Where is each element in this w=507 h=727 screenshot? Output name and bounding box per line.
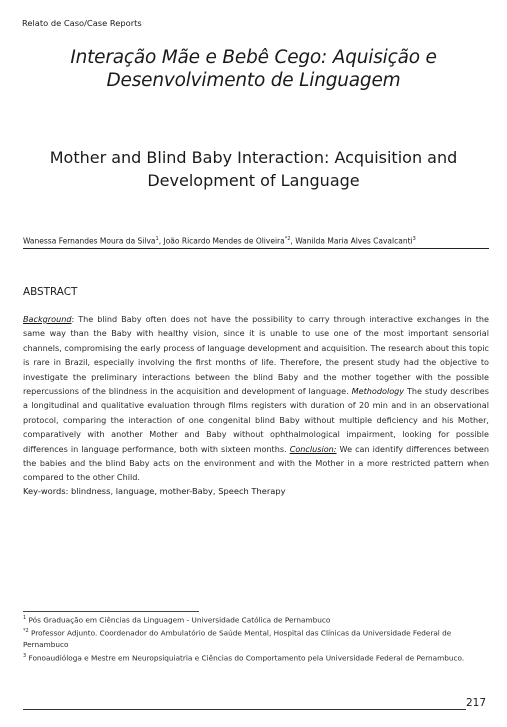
background-label: Background <box>23 314 72 324</box>
author-affiliation-mark: 3 <box>412 236 416 242</box>
title-english-line-2: Development of Language <box>147 171 360 190</box>
title-english <box>30 146 477 192</box>
title-portuguese <box>30 46 477 92</box>
author-divider <box>23 248 489 249</box>
conclusion-text: We can identify differences between the babies and the blind Baby acts on the environment and with the Mother in a more restricted pattern when compared to the other Child. <box>23 443 489 483</box>
author-affiliation-mark: 1 <box>155 236 159 242</box>
keywords-label: Key-words: <box>23 486 69 496</box>
title-english-line-1: Mother and Blind Baby Interaction: Acquisition and <box>49 148 458 167</box>
footnote <box>23 613 489 626</box>
footnote-text: Pós Graduação em Ciências da Linguagem - Universidade Católica de Pernambuco <box>26 615 331 625</box>
abstract-heading: ABSTRACT <box>23 286 78 298</box>
author-name: Wanessa Fernandes Moura da Silva <box>23 236 156 246</box>
methodology-text: The study describes a longitudinal and qualitative evaluation through films registers with duration of 20 min and in an observational protocol, comparing the interaction of one congenital blind Baby without multiple deficiency and his Mother, comparatively with another Mother and Baby without ophthalmological impairment, looking for possible differences in language performance, both with sixteen months. <box>23 386 489 454</box>
section-label: Relato de Caso/Case Reports <box>22 18 142 28</box>
author-list: Wanessa Fernandes Moura da Silva$^1$, João Ricardo Mendes de Oliveira$^{*2}$, Wanilda Maria Alves Cavalcanti$^3$ <box>23 236 416 246</box>
author-name: Wanilda Maria Alves Cavalcanti <box>295 236 413 246</box>
footnote-mark: 3 <box>23 652 27 659</box>
title-portuguese-line-2: Desenvolvimento de Linguagem <box>106 70 401 91</box>
footnote-text: Fonoaudióloga e Mestre em Neuropsiquiatria e Ciências do Comportamento pela Universidade Federal de Pernambuco. <box>26 653 465 663</box>
footnote <box>23 651 489 664</box>
author-affiliation-mark: *2 <box>284 236 291 242</box>
methodology-label: Methodology <box>351 386 405 397</box>
footnote-text: Professor Adjunto. Coordenador do Ambulatório de Saúde Mental, Hospital das Clínicas da Universidade Federal de Pernambuco <box>23 628 452 650</box>
footnote-mark: 1 <box>23 615 27 621</box>
title-portuguese-line-1: Interação Mãe e Bebê Cego: Aquisição e <box>70 47 437 68</box>
footnotes <box>23 613 489 664</box>
abstract-body <box>23 312 489 485</box>
author-name: João Ricardo Mendes de Oliveira <box>163 236 285 246</box>
footnote-divider <box>23 611 199 612</box>
background-text: : The blind Baby often does not have the possibility to carry through interactive exchanges in the same way than the Baby with healthy vision, since it is unable to use one of the most important sensorial channels, compromising the early process of language development and acquisition. The research about this topic is rare in Brazil, especially involving the first months of life. Therefore, the present study had the objective to investigate the preliminary interactions between the blind Baby and the mother together with the possible repercussions of the blindness in the acquisition and development of language. <box>23 314 489 397</box>
conclusion-label: Conclusion: <box>289 443 337 454</box>
page-footer-rule <box>23 709 466 710</box>
footnote-mark: *2 <box>23 628 29 635</box>
footnote <box>23 626 489 651</box>
keywords-text: blindness, language, mother-Baby, Speech Therapy <box>68 486 286 496</box>
page-number: 217 <box>466 697 487 709</box>
keywords <box>23 486 286 496</box>
